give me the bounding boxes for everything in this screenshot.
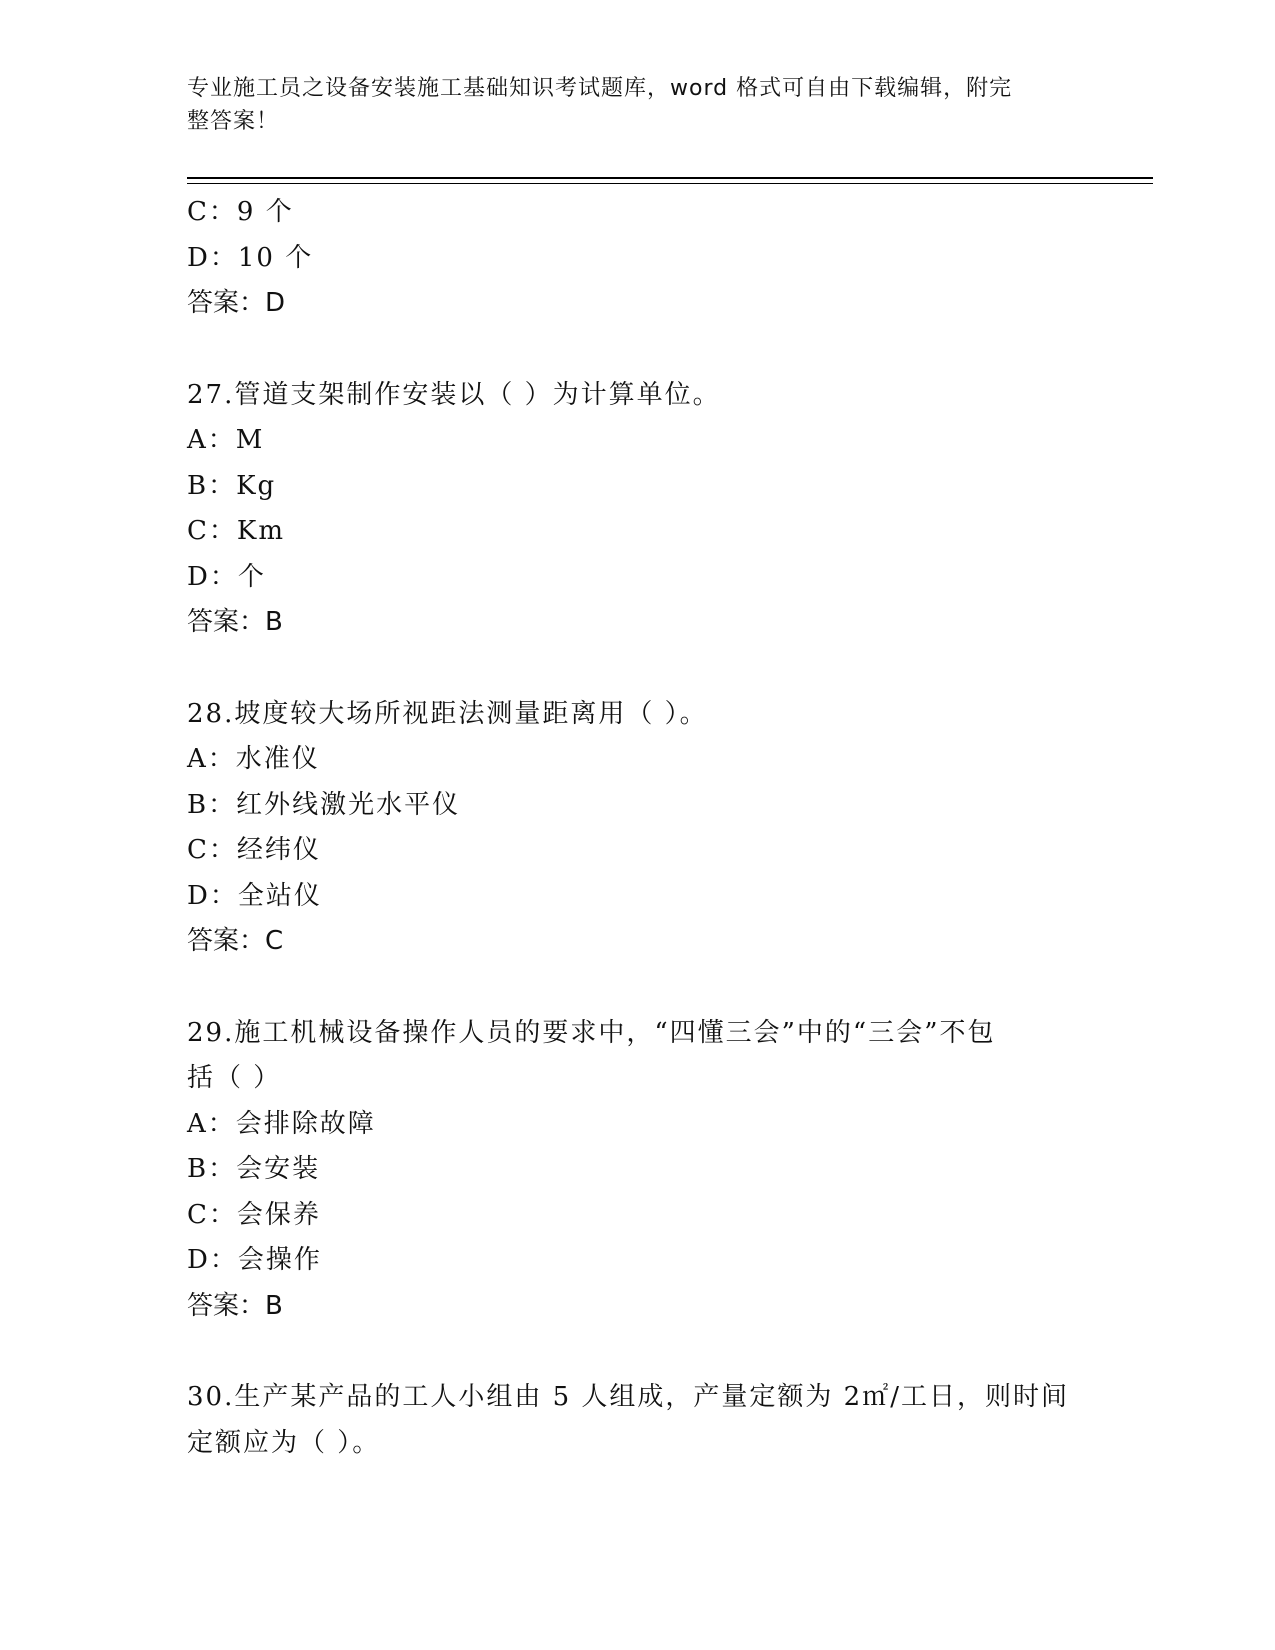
question-stem-line-1: 29.施工机械设备操作人员的要求中，“四懂三会”中的“三会”不包 xyxy=(187,1017,996,1048)
question-stem-line-2: 定额应为（ ）。 xyxy=(187,1427,381,1458)
answer-line: 答案：B xyxy=(187,1290,283,1321)
previous-question-tail xyxy=(187,190,1087,327)
header-rule-thin xyxy=(187,183,1153,184)
option-a: A：M xyxy=(187,425,265,455)
header-line-2: 整答案！ xyxy=(187,109,280,134)
question-stem-line-2: 括（ ） xyxy=(187,1063,282,1093)
option-a: A：会排除故障 xyxy=(187,1108,376,1139)
option-c: C：会保养 xyxy=(187,1199,321,1230)
answer-line: 答案：D xyxy=(187,288,286,318)
option-c: C：Km xyxy=(187,516,285,546)
option-a: A：水准仪 xyxy=(187,744,320,774)
answer-line: 答案：C xyxy=(187,926,284,956)
question-stem: 28.坡度较大场所视距法测量距离用（ ）。 xyxy=(187,698,708,729)
option-d: D：个 xyxy=(187,561,266,592)
header-line-1: 专业施工员之设备安装施工基础知识考试题库，word 格式可自由下载编辑，附完 xyxy=(187,76,1013,101)
question-30 xyxy=(187,1375,1087,1466)
answer-line: 答案：B xyxy=(187,607,283,637)
question-29 xyxy=(187,1011,1087,1330)
question-stem-line-1: 30.生产某产品的工人小组由 5 人组成，产量定额为 2㎡/工日，则时间 xyxy=(187,1382,1069,1412)
option-b: B：会安装 xyxy=(187,1154,321,1184)
option-d: D：全站仪 xyxy=(187,880,322,911)
question-28 xyxy=(187,692,1087,965)
document-header xyxy=(187,72,1087,138)
option-c: C：经纬仪 xyxy=(187,835,321,865)
option-b: B：Kg xyxy=(187,470,277,501)
question-27 xyxy=(187,373,1087,646)
option-d: D：10 个 xyxy=(187,242,314,273)
option-b: B：红外线激光水平仪 xyxy=(187,789,461,820)
question-stem: 27.管道支架制作安装以（ ）为计算单位。 xyxy=(187,379,721,410)
header-rule-thick xyxy=(187,177,1153,179)
question-list xyxy=(187,190,1087,1466)
option-d: D：会操作 xyxy=(187,1245,322,1275)
option-c: C：9 个 xyxy=(187,197,294,227)
